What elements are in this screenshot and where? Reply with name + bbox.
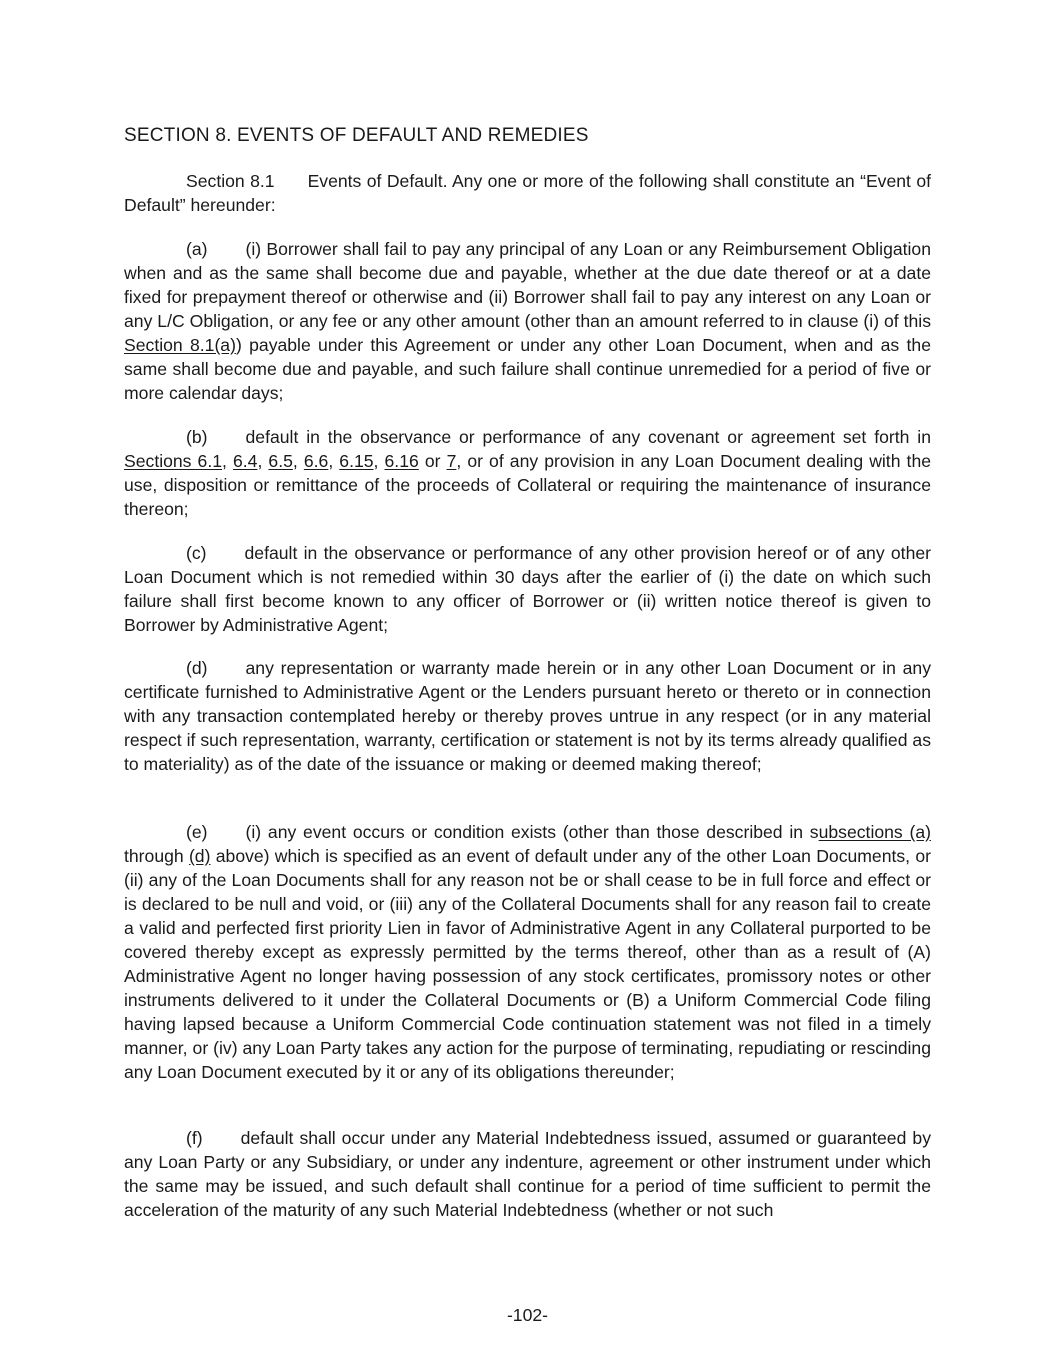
separator: , <box>328 451 340 471</box>
clause-b-reference: 6.15 <box>339 451 374 471</box>
separator: , <box>292 451 304 471</box>
clause-a-label: (a) <box>186 239 208 259</box>
clause-b-reference: 6.5 <box>268 451 293 471</box>
section-title: Events of Default. <box>307 171 448 191</box>
clause-a-paragraph <box>124 237 931 405</box>
section-heading: SECTION 8. EVENTS OF DEFAULT AND REMEDIES <box>124 125 589 146</box>
clause-b-reference: 6.6 <box>303 451 329 471</box>
clause-b-text-1: default in the observance or performance of any covenant or agreement set forth in <box>245 427 931 447</box>
section-number: Section 8.1 <box>186 171 275 191</box>
clause-e-reference: ubsections (a) <box>818 822 931 842</box>
clause-e-text-2: through <box>124 846 189 866</box>
clause-a-reference: Section 8.1(a) <box>124 335 236 355</box>
clause-b-label: (b) <box>186 427 208 447</box>
clause-c-label: (c) <box>186 543 207 563</box>
clause-e-reference: (d) <box>188 846 211 866</box>
separator: , <box>222 451 233 471</box>
clause-d-text: any representation or warranty made herein or in any other Loan Document or in any certificate furnished to Administrative Agent or the Lenders pursuant hereto or thereto or in connection with any transaction contemplated hereby or thereby proves untrue in any respect (or in any material respect if such representation, warranty, certification or statement is not by its terms already qualified as to materiality) as of the date of the issuance or making or deemed making thereof; <box>124 658 931 774</box>
clause-b-reference: 7 <box>446 451 457 471</box>
clause-e-paragraph <box>124 820 931 1084</box>
clause-b-reference: Sections 6.1 <box>124 451 223 471</box>
page-number: -102- <box>506 1305 549 1325</box>
document-page <box>124 0 931 1365</box>
clause-d-label: (d) <box>186 658 208 678</box>
clause-b-reference: 6.16 <box>384 451 419 471</box>
clause-d-paragraph <box>124 656 931 776</box>
clause-a-text-2: ) payable under this Agreement or under any other Loan Document, when and as the same shall become due and payable, and such failure shall continue unremedied for a period of five or more calendar days; <box>124 335 931 403</box>
clause-c-text: default in the observance or performance of any other provision hereof or of any other Loan Document which is not remedied within 30 days after the earlier of (i) the date on which such failure shall first become known to any officer of Borrower or (ii) written notice thereof is given to Borrower by Administrative Agent; <box>124 543 931 635</box>
clause-f-text: default shall occur under any Material Indebtedness issued, assumed or guaranteed by any Loan Party or any Subsidiary, or under any indenture, agreement or other instrument under which the same may be issued, and such default shall continue for a period of time sufficient to permit the acceleration of the maturity of any such Material Indebtedness (whether or not such <box>124 1128 931 1220</box>
separator: or <box>418 451 447 471</box>
section-8-1-paragraph <box>124 169 931 217</box>
clause-a-text-1: (i) Borrower shall fail to pay any principal of any Loan or any Reimbursement Obligation when and as the same shall become due and payable, whether at the due date thereof or at a date fixed for prepayment thereof or otherwise and (ii) Borrower shall fail to pay any interest on any Loan or any L/C Obligation, or any fee or any other amount (other than an amount referred to in clause (i) of this <box>124 239 931 331</box>
section-text: Any one or more of the following shall constitute an “Event of Default” hereunder: <box>124 171 932 215</box>
clause-b-text-2: , or of any provision in any Loan Document dealing with the use, disposition or remittance of the proceeds of Collateral or requiring the maintenance of insurance thereon; <box>124 451 932 519</box>
clause-b-paragraph <box>124 425 931 521</box>
clause-f-paragraph <box>124 1126 931 1222</box>
clause-f-label: (f) <box>186 1128 203 1148</box>
clause-e-label: (e) <box>186 822 208 842</box>
clause-c-paragraph <box>124 541 931 637</box>
clause-b-reference: 6.4 <box>232 451 258 471</box>
clause-e-text-1: (i) any event occurs or condition exists (other than those described in s <box>245 822 819 842</box>
clause-e-text-3: above) which is specified as an event of default under any of the other Loan Documents, or (ii) any of the Loan Documents shall for any reason not be or shall cease to be in full force and effect or is declared to be null and void, or (iii) any of the Collateral Documents shall for any reason fail to create a valid and perfected first priority Lien in favor of Administrative Agent in any Collateral purported to be covered thereby except as expressly permitted by the terms thereof, other than as a result of (A) Administrative Agent no longer having possession of any stock certificates, promissory notes or other instruments delivered to it under the Collateral Documents or (B) a Uniform Commercial Code filing having lapsed because a Uniform Commercial Code continuation statement was not filed in a timely manner, or (iv) any Loan Party takes any action for the purpose of terminating, repudiating or rescinding any Loan Document executed by it or any of its obligations thereunder; <box>124 846 931 1082</box>
separator: , <box>257 451 269 471</box>
separator: , <box>373 451 385 471</box>
